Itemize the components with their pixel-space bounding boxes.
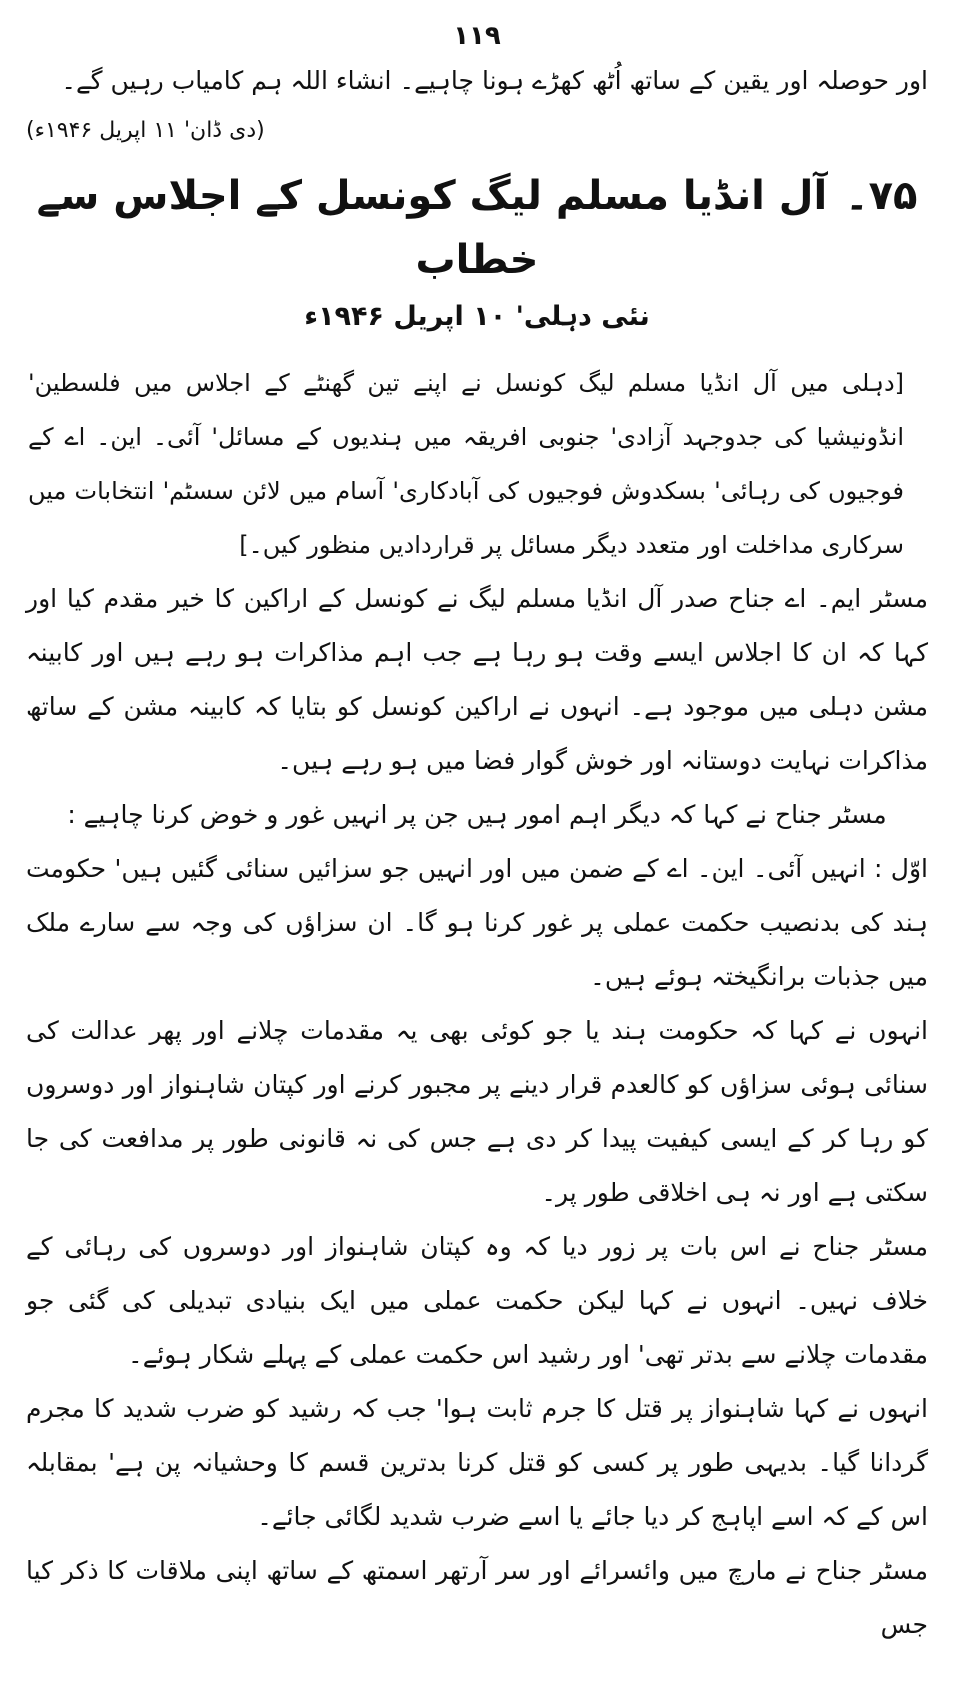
place-date: نئی دہلی' ۱۰ اپریل ۱۹۴۶ء	[304, 301, 650, 332]
paragraph: مسٹر جناح نے اس بات پر زور دیا کہ وہ کپتان شاہنواز اور دوسروں کی رہائی کے خلاف نہیں۔ انہوں نے کہا لیکن حکمت عملی میں ایک بنیادی تبدیلی کی گئی جو مقدمات چلانے سے بدتر تھی' اور رشید اس حکمت عملی کے پہلے شکار ہوئے۔	[26, 1232, 928, 1369]
section-title: آل انڈیا مسلم لیگ کونسل کے اجلاس سے خطاب	[36, 173, 828, 283]
paragraph: مسٹر ایم۔ اے جناح صدر آل انڈیا مسلم لیگ نے کونسل کے اراکین کا خیر مقدم کیا اور کہا کہ ان کا اجلاس ایسے وقت ہو رہا ہے جب اہم مذاکرات ہو رہے ہیں اور کابینہ مشن دہلی میں موجود ہے۔ انہوں نے اراکین کونسل کو بتایا کہ کابینہ مشن کے ساتھ مذاکرات نہایت دوستانہ اور خوش گوار فضا میں ہو رہے ہیں۔	[26, 584, 928, 775]
page-number: ۱۱۹	[453, 21, 501, 51]
section-heading	[26, 164, 928, 292]
opening-line: اور حوصلہ اور یقین کے ساتھ اُٹھ کھڑے ہونا چاہیے۔ انشاء اللہ ہم کامیاب رہیں گے۔	[61, 66, 928, 95]
paragraph: انہوں نے کہا کہ حکومت ہند یا جو کوئی بھی یہ مقدمات چلانے اور پھر عدالت کی سنائی ہوئی سزاؤں کو کالعدم قرار دینے پر مجبور کرنے اور کپتان شاہنواز اور دوسروں کو رہا کر کے ایسی کیفیت پیدا کر دی ہے جس کی نہ قانونی طور پر مدافعت کی جا سکتی ہے اور نہ ہی اخلاقی طور پر۔	[26, 1016, 928, 1207]
editorial-note: [دہلی میں آل انڈیا مسلم لیگ کونسل نے اپنے تین گھنٹے کے اجلاس میں فلسطین' انڈونیشیا کی جدوجہد آزادی' جنوبی افریقہ میں ہندیوں کے مسائل' آئی۔ این۔ اے کے فوجیوں کی رہائی' بسکدوش فوجیوں کی آبادکاری' آسام میں لائن سسٹم' انتخابات میں سرکاری مداخلت اور متعدد دیگر مسائل پر قراردادیں منظور کیں۔]	[28, 369, 904, 559]
paragraph: مسٹر جناح نے کہا کہ دیگر اہم امور ہیں جن پر انہیں غور و خوض کرنا چاہیے :	[67, 800, 887, 829]
paragraph: اوّل : انہیں آئی۔ این۔ اے کے ضمن میں اور انہیں جو سزائیں سنائی گئیں ہیں' حکومت ہند کی بدنصیب حکمت عملی پر غور کرنا ہو گا۔ ان سزاؤں کی وجہ سے سارے ملک میں جذبات برانگیختہ ہوئے ہیں۔	[26, 854, 928, 991]
section-number: ۷۵۔	[845, 173, 918, 219]
paragraph: انہوں نے کہا شاہنواز پر قتل کا جرم ثابت ہوا' جب کہ رشید کو ضرب شدید کا مجرم گردانا گیا۔ بدیہی طور پر کسی کو قتل کرنا بدترین قسم کا وحشیانہ پن ہے' بمقابلہ اس کے کہ اسے اپاہج کر دیا جائے یا اسے ضرب شدید لگائی جائے۔	[26, 1394, 928, 1531]
source-citation-text: (دی ڈان' ۱۱ اپریل ۱۹۴۶ء)	[26, 118, 265, 143]
source-citation	[26, 108, 928, 154]
paragraph: مسٹر جناح نے مارچ میں وائسرائے اور سر آرتھر اسمتھ کے ساتھ اپنی ملاقات کا ذکر کیا جس	[26, 1556, 928, 1639]
